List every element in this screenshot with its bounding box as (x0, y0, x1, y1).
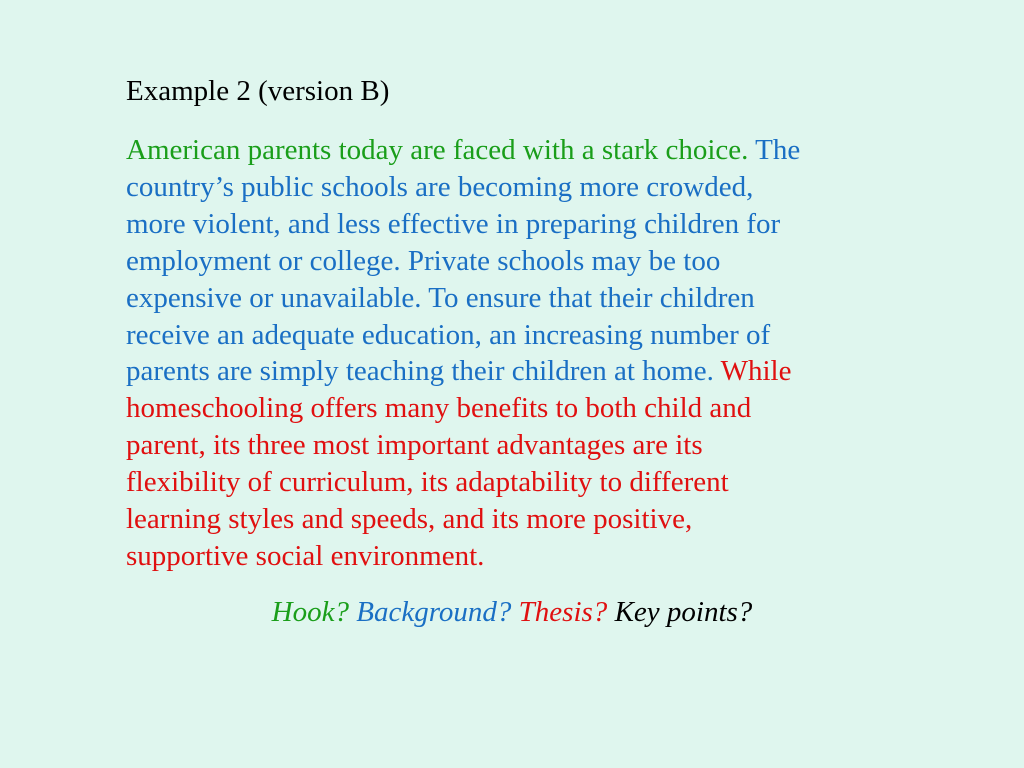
key-points-prompt: Key points? (614, 596, 753, 628)
thesis-text: While (720, 355, 792, 388)
paragraph-line (126, 390, 926, 427)
paragraph-line (126, 243, 926, 280)
background-text: more violent, and less effective in preparing children for (126, 207, 781, 240)
thesis-text: learning styles and speeds, and its more positive, (126, 503, 693, 536)
thesis-text: homeschooling offers many benefits to both child and (126, 392, 752, 425)
slide-heading: Example 2 (version B) (126, 75, 390, 107)
thesis-text: parent, its three most important advantages are its (126, 429, 703, 462)
paragraph-line (126, 280, 926, 317)
paragraph-line (126, 427, 926, 464)
paragraph-line (126, 501, 926, 538)
background-text: parents are simply teaching their children at home. (126, 355, 721, 388)
thesis-text: supportive social environment. (126, 539, 485, 572)
prompt-questions (0, 594, 1024, 630)
background-prompt: Background? (356, 596, 512, 628)
thesis-text: flexibility of curriculum, its adaptability to different (126, 466, 729, 499)
paragraph-line (126, 206, 926, 243)
hook-prompt: Hook? (271, 596, 349, 628)
background-text: receive an adequate education, an increasing number of (126, 318, 771, 351)
paragraph-line (126, 317, 926, 354)
hook-sentence: American parents today are faced with a stark choice. (126, 134, 756, 166)
background-text: country’s public schools are becoming more crowded, (126, 170, 754, 203)
background-text: The (755, 134, 801, 166)
paragraph-line (126, 538, 926, 575)
paragraph-line (126, 353, 926, 390)
example-paragraph (126, 132, 926, 575)
background-text: expensive or unavailable. To ensure that their children (126, 281, 755, 314)
paragraph-line (126, 464, 926, 501)
background-text: employment or college. Private schools may be too (126, 244, 721, 277)
thesis-prompt: Thesis? (518, 596, 608, 628)
paragraph-line (126, 132, 926, 169)
paragraph-line (126, 169, 926, 206)
